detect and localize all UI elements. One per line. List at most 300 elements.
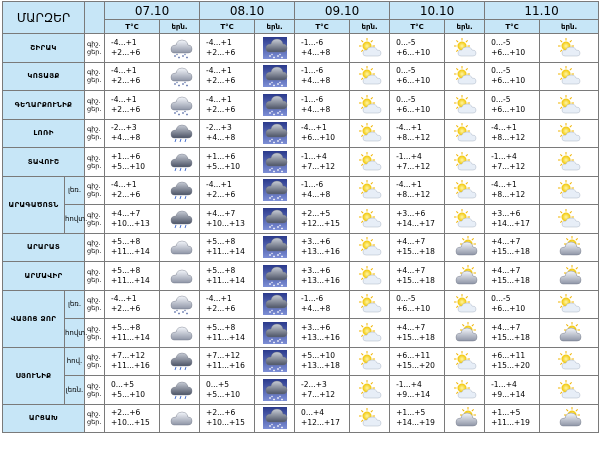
day-temp: +2...+6 (111, 104, 141, 114)
temperature-cell (200, 347, 255, 376)
snow-cloud-icon (160, 34, 200, 63)
cloud-sun-icon (445, 262, 485, 291)
rain-snow-cloud-icon (160, 347, 200, 376)
sun-cloud-icon (350, 62, 390, 91)
night-label: գիշ. (87, 210, 101, 219)
night-temp: +6...+11 (396, 351, 431, 361)
snow-cloud-icon (160, 62, 200, 91)
temperature-cell (200, 262, 255, 291)
snow-sky-icon (255, 91, 295, 120)
day-temp: +11...+19 (491, 418, 530, 428)
temperature-cell (105, 205, 160, 234)
snow-sky-icon (255, 176, 295, 205)
day-temp: +2...+6 (111, 304, 141, 314)
temperature-cell (390, 376, 445, 405)
time-of-day-labels (85, 319, 105, 348)
sun-cloud-icon (350, 148, 390, 177)
night-temp: -1...+4 (491, 379, 517, 389)
temperature-cell (485, 404, 540, 433)
day-temp: +13...+16 (301, 275, 340, 285)
temperature-cell (390, 290, 445, 319)
night-temp: -1...-6 (301, 294, 324, 304)
temperature-cell (295, 319, 350, 348)
sun-cloud-icon (445, 91, 485, 120)
rain-snow-cloud-icon (160, 376, 200, 405)
temperature-cell (295, 347, 350, 376)
icon-col-header: երն. (445, 20, 485, 34)
sun-cloud-icon (350, 319, 390, 348)
night-temp: 0...+5 (111, 379, 134, 389)
time-of-day-labels (85, 148, 105, 177)
snow-sky-icon (255, 376, 295, 405)
sun-cloud-icon (350, 262, 390, 291)
sun-cloud-icon (445, 205, 485, 234)
temperature-cell (200, 290, 255, 319)
night-temp: +5...+8 (206, 237, 236, 247)
night-temp: 0...-5 (396, 37, 416, 47)
temperature-cell (105, 404, 160, 433)
night-temp: +2...+6 (206, 408, 236, 418)
day-temp: +2...+6 (111, 190, 141, 200)
forecast-table (2, 1, 599, 433)
sun-cloud-icon (350, 233, 390, 262)
day-temp: +8...+12 (491, 190, 526, 200)
day-temp: +2...+6 (206, 47, 236, 57)
temperature-cell (105, 262, 160, 291)
region-name: ԱՐՑԱԽ (3, 404, 85, 433)
night-label: գիշ. (87, 353, 101, 362)
subregion-label: լեռն. (65, 376, 85, 405)
temperature-cell (295, 205, 350, 234)
region-row (3, 34, 599, 63)
temperature-cell (200, 205, 255, 234)
day-temp: +6...+10 (396, 47, 431, 57)
day-label: ցեր. (87, 161, 102, 170)
temperature-cell (295, 91, 350, 120)
night-label: գիշ. (87, 324, 101, 333)
sun-cloud-icon (540, 119, 599, 148)
region-row (3, 376, 599, 405)
temperature-cell (200, 119, 255, 148)
snow-sky-icon (255, 119, 295, 148)
sun-cloud-icon (445, 376, 485, 405)
snow-sky-icon (255, 233, 295, 262)
temperature-cell (390, 34, 445, 63)
temperature-cell (105, 376, 160, 405)
day-temp: +13...+16 (301, 332, 340, 342)
region-row (3, 290, 599, 319)
cloud-icon (160, 404, 200, 433)
night-label: գիշ. (87, 96, 101, 105)
day-temp: +6...+10 (396, 304, 431, 314)
day-temp: +10...+13 (111, 218, 150, 228)
day-label: ցեր. (87, 389, 102, 398)
night-label: գիշ. (87, 39, 101, 48)
night-temp: +5...+8 (111, 265, 141, 275)
night-temp: +7...+12 (111, 351, 146, 361)
night-temp: +1...+6 (206, 151, 236, 161)
time-of-day-labels (85, 262, 105, 291)
sun-cloud-icon (540, 91, 599, 120)
time-header-spacer (85, 2, 105, 34)
snow-sky-icon (255, 262, 295, 291)
temperature-cell (105, 319, 160, 348)
temperature-cell (200, 376, 255, 405)
night-temp: +5...+8 (111, 237, 141, 247)
temperature-cell (390, 233, 445, 262)
day-temp: +11...+14 (206, 332, 245, 342)
temperature-cell (200, 176, 255, 205)
day-temp: +12...+17 (301, 418, 340, 428)
snow-cloud-icon (160, 290, 200, 319)
day-temp: +15...+18 (396, 247, 435, 257)
day-temp: +2...+6 (111, 76, 141, 86)
night-label: գիշ. (87, 125, 101, 134)
temp-col-header: T°C (200, 20, 255, 34)
day-temp: +11...+16 (111, 361, 150, 371)
date-header: 11.10 (485, 2, 599, 20)
night-label: գիշ. (87, 182, 101, 191)
region-row (3, 148, 599, 177)
region-row (3, 62, 599, 91)
night-temp: -1...+4 (491, 151, 517, 161)
day-label: ցեր. (87, 361, 102, 370)
region-row (3, 319, 599, 348)
night-temp: -4...+1 (111, 66, 137, 76)
day-label: ցեր. (87, 247, 102, 256)
rain-snow-cloud-icon (160, 205, 200, 234)
night-temp: -1...+4 (396, 151, 422, 161)
night-temp: 0...-5 (491, 66, 511, 76)
day-temp: +2...+6 (206, 304, 236, 314)
sun-cloud-icon (540, 34, 599, 63)
date-header: 08.10 (200, 2, 295, 20)
temperature-cell (200, 148, 255, 177)
cloud-sun-icon (540, 319, 599, 348)
snow-sky-icon (255, 347, 295, 376)
day-temp: +11...+16 (206, 361, 245, 371)
day-label: ցեր. (87, 190, 102, 199)
night-temp: -4...+1 (206, 66, 232, 76)
night-temp: -4...+1 (206, 294, 232, 304)
day-temp: +6...+10 (396, 104, 431, 114)
night-label: գիշ. (87, 68, 101, 77)
temperature-cell (390, 176, 445, 205)
temperature-cell (105, 62, 160, 91)
night-temp: -1...-6 (301, 37, 324, 47)
temperature-cell (390, 119, 445, 148)
day-label: ցեր. (87, 47, 102, 56)
day-label: ցեր. (87, 133, 102, 142)
night-temp: +7...+12 (206, 351, 241, 361)
night-temp: -1...-6 (301, 94, 324, 104)
time-of-day-labels (85, 290, 105, 319)
day-temp: +6...+10 (491, 104, 526, 114)
temperature-cell (390, 91, 445, 120)
temperature-cell (295, 290, 350, 319)
temperature-cell (390, 319, 445, 348)
regions-header: ՄԱՐԶԵՐ (3, 2, 85, 34)
day-temp: +5...+10 (111, 161, 146, 171)
temperature-cell (390, 148, 445, 177)
night-temp: +6...+11 (491, 351, 526, 361)
region-name: ՍՅՈՒՆԻՔ (3, 347, 65, 404)
day-temp: +8...+12 (396, 133, 431, 143)
day-temp: +10...+13 (206, 218, 245, 228)
day-temp: +5...+10 (111, 389, 146, 399)
cloud-sun-icon (540, 262, 599, 291)
night-temp: +3...+6 (301, 265, 331, 275)
cloud-sun-icon (540, 233, 599, 262)
night-temp: +5...+8 (206, 265, 236, 275)
date-header: 09.10 (295, 2, 390, 20)
night-temp: 0...-5 (491, 294, 511, 304)
temperature-cell (105, 119, 160, 148)
temperature-cell (295, 233, 350, 262)
temperature-cell (295, 376, 350, 405)
cloud-icon (160, 319, 200, 348)
temperature-cell (485, 233, 540, 262)
night-temp: +2...+5 (301, 208, 331, 218)
temperature-cell (200, 34, 255, 63)
temperature-cell (485, 347, 540, 376)
snow-sky-icon (255, 148, 295, 177)
day-temp: +9...+14 (396, 389, 431, 399)
temperature-cell (485, 148, 540, 177)
time-of-day-labels (85, 205, 105, 234)
day-temp: +15...+18 (491, 275, 530, 285)
temperature-cell (390, 62, 445, 91)
day-temp: +4...+8 (301, 104, 331, 114)
day-temp: +15...+18 (491, 332, 530, 342)
temperature-cell (485, 262, 540, 291)
night-temp: +4...+7 (396, 265, 426, 275)
region-name: ՎԱՅՈՑ ՁՈՐ (3, 290, 65, 347)
temperature-cell (485, 119, 540, 148)
sun-cloud-icon (540, 205, 599, 234)
sun-cloud-icon (540, 148, 599, 177)
region-row (3, 119, 599, 148)
snow-sky-icon (255, 34, 295, 63)
rain-snow-cloud-icon (160, 119, 200, 148)
day-temp: +15...+20 (491, 361, 530, 371)
icon-col-header: երն. (160, 20, 200, 34)
sun-cloud-icon (445, 34, 485, 63)
sun-cloud-icon (445, 176, 485, 205)
day-label: ցեր. (87, 332, 102, 341)
day-temp: +13...+16 (301, 247, 340, 257)
day-label: ցեր. (87, 304, 102, 313)
sun-cloud-icon (445, 119, 485, 148)
night-label: գիշ. (87, 153, 101, 162)
day-temp: +15...+18 (491, 247, 530, 257)
day-temp: +4...+8 (301, 304, 331, 314)
day-temp: +11...+14 (206, 247, 245, 257)
day-temp: +6...+10 (491, 76, 526, 86)
temperature-cell (105, 91, 160, 120)
time-of-day-labels (85, 376, 105, 405)
day-temp: +8...+12 (396, 190, 431, 200)
temperature-cell (105, 148, 160, 177)
day-temp: +12...+15 (301, 218, 340, 228)
temperature-cell (295, 176, 350, 205)
subregion-label: լեռ. (65, 290, 85, 319)
cloud-icon (160, 262, 200, 291)
region-name: ԱՐԱՐԱՏ (3, 233, 85, 262)
day-temp: +4...+8 (301, 47, 331, 57)
sun-cloud-icon (350, 290, 390, 319)
time-of-day-labels (85, 404, 105, 433)
night-temp: +1...+5 (491, 408, 521, 418)
night-temp: +1...+6 (111, 151, 141, 161)
night-temp: +4...+7 (396, 322, 426, 332)
time-of-day-labels (85, 62, 105, 91)
night-temp: -1...+4 (301, 151, 327, 161)
sun-cloud-icon (540, 176, 599, 205)
night-label: գիշ. (87, 239, 101, 248)
temperature-cell (485, 176, 540, 205)
temperature-cell (390, 262, 445, 291)
time-of-day-labels (85, 34, 105, 63)
region-row (3, 176, 599, 205)
sun-cloud-icon (350, 347, 390, 376)
night-temp: +4...+7 (206, 208, 236, 218)
night-temp: -4...+1 (396, 123, 422, 133)
night-temp: -2...+3 (111, 123, 137, 133)
day-temp: +7...+12 (301, 161, 336, 171)
night-temp: +1...+5 (396, 408, 426, 418)
temperature-cell (485, 290, 540, 319)
temperature-cell (295, 119, 350, 148)
sun-cloud-icon (350, 34, 390, 63)
time-of-day-labels (85, 119, 105, 148)
night-temp: +5...+10 (301, 351, 336, 361)
night-temp: 0...+4 (301, 408, 325, 418)
temperature-cell (390, 404, 445, 433)
day-temp: +7...+12 (396, 161, 431, 171)
night-temp: +3...+6 (396, 208, 426, 218)
day-temp: +15...+20 (396, 361, 435, 371)
day-temp: +10...+15 (111, 418, 150, 428)
day-temp: +4...+8 (301, 190, 331, 200)
region-name: ԳԵՂԱՐՔՈՒՆԻՔ (3, 91, 85, 120)
temperature-cell (390, 347, 445, 376)
sun-cloud-icon (445, 148, 485, 177)
night-temp: +3...+6 (301, 322, 331, 332)
day-label: ցեր. (87, 275, 102, 284)
day-temp: +2...+6 (206, 190, 236, 200)
temperature-cell (295, 62, 350, 91)
sun-cloud-icon (350, 119, 390, 148)
night-temp: -4...+1 (111, 180, 137, 190)
sun-cloud-icon (445, 290, 485, 319)
day-temp: +14...+19 (396, 418, 435, 428)
region-row (3, 91, 599, 120)
night-temp: 0...-5 (491, 94, 511, 104)
day-temp: +5...+10 (206, 161, 241, 171)
temperature-cell (485, 376, 540, 405)
rain-snow-cloud-icon (160, 176, 200, 205)
temperature-cell (485, 91, 540, 120)
snow-sky-icon (255, 62, 295, 91)
temperature-cell (200, 319, 255, 348)
day-temp: +11...+14 (206, 275, 245, 285)
night-temp: -2...+3 (206, 123, 232, 133)
temperature-cell (390, 205, 445, 234)
night-temp: -4...+1 (491, 180, 517, 190)
night-temp: -4...+1 (206, 37, 232, 47)
snow-sky-icon (255, 290, 295, 319)
sun-cloud-icon (540, 347, 599, 376)
night-temp: +4...+7 (396, 237, 426, 247)
temperature-cell (105, 176, 160, 205)
day-temp: +2...+6 (206, 104, 236, 114)
snow-cloud-icon (160, 91, 200, 120)
night-temp: 0...-5 (396, 294, 416, 304)
sun-cloud-icon (350, 404, 390, 433)
day-temp: +7...+12 (491, 161, 526, 171)
temperature-cell (485, 34, 540, 63)
day-temp: +14...+17 (491, 218, 530, 228)
region-row (3, 233, 599, 262)
icon-col-header: երն. (350, 20, 390, 34)
day-temp: +4...+8 (111, 133, 141, 143)
night-temp: -4...+1 (301, 123, 327, 133)
time-of-day-labels (85, 91, 105, 120)
temperature-cell (200, 91, 255, 120)
sun-cloud-icon (540, 62, 599, 91)
night-label: գիշ. (87, 267, 101, 276)
day-temp: +8...+12 (491, 133, 526, 143)
sun-cloud-icon (350, 376, 390, 405)
night-temp: -4...+1 (396, 180, 422, 190)
day-temp: +7...+12 (301, 389, 336, 399)
region-row (3, 347, 599, 376)
temperature-cell (200, 62, 255, 91)
night-temp: +3...+6 (301, 237, 331, 247)
time-of-day-labels (85, 176, 105, 205)
temp-col-header: T°C (390, 20, 445, 34)
day-label: ցեր. (87, 76, 102, 85)
day-temp: +10...+15 (206, 418, 245, 428)
temperature-cell (105, 290, 160, 319)
cloud-sun-icon (445, 233, 485, 262)
snow-sky-icon (255, 205, 295, 234)
region-row (3, 205, 599, 234)
night-temp: 0...-5 (491, 37, 511, 47)
day-temp: +15...+18 (396, 275, 435, 285)
forecast-page (0, 1, 600, 453)
sun-cloud-icon (445, 347, 485, 376)
day-label: ցեր. (87, 104, 102, 113)
snow-sky-icon (255, 404, 295, 433)
date-header: 07.10 (105, 2, 200, 20)
day-temp: +6...+10 (396, 76, 431, 86)
temperature-cell (200, 233, 255, 262)
day-temp: +4...+8 (301, 76, 331, 86)
region-name: ԿՈՏԱՅՔ (3, 62, 85, 91)
night-temp: -1...-6 (301, 180, 324, 190)
temperature-cell (105, 34, 160, 63)
night-temp: -4...+1 (206, 94, 232, 104)
day-temp: +2...+6 (111, 47, 141, 57)
sun-cloud-icon (350, 176, 390, 205)
day-temp: +2...+6 (206, 76, 236, 86)
day-temp: +9...+14 (491, 389, 526, 399)
temperature-cell (295, 34, 350, 63)
night-temp: +5...+8 (111, 322, 141, 332)
night-temp: -4...+1 (111, 294, 137, 304)
